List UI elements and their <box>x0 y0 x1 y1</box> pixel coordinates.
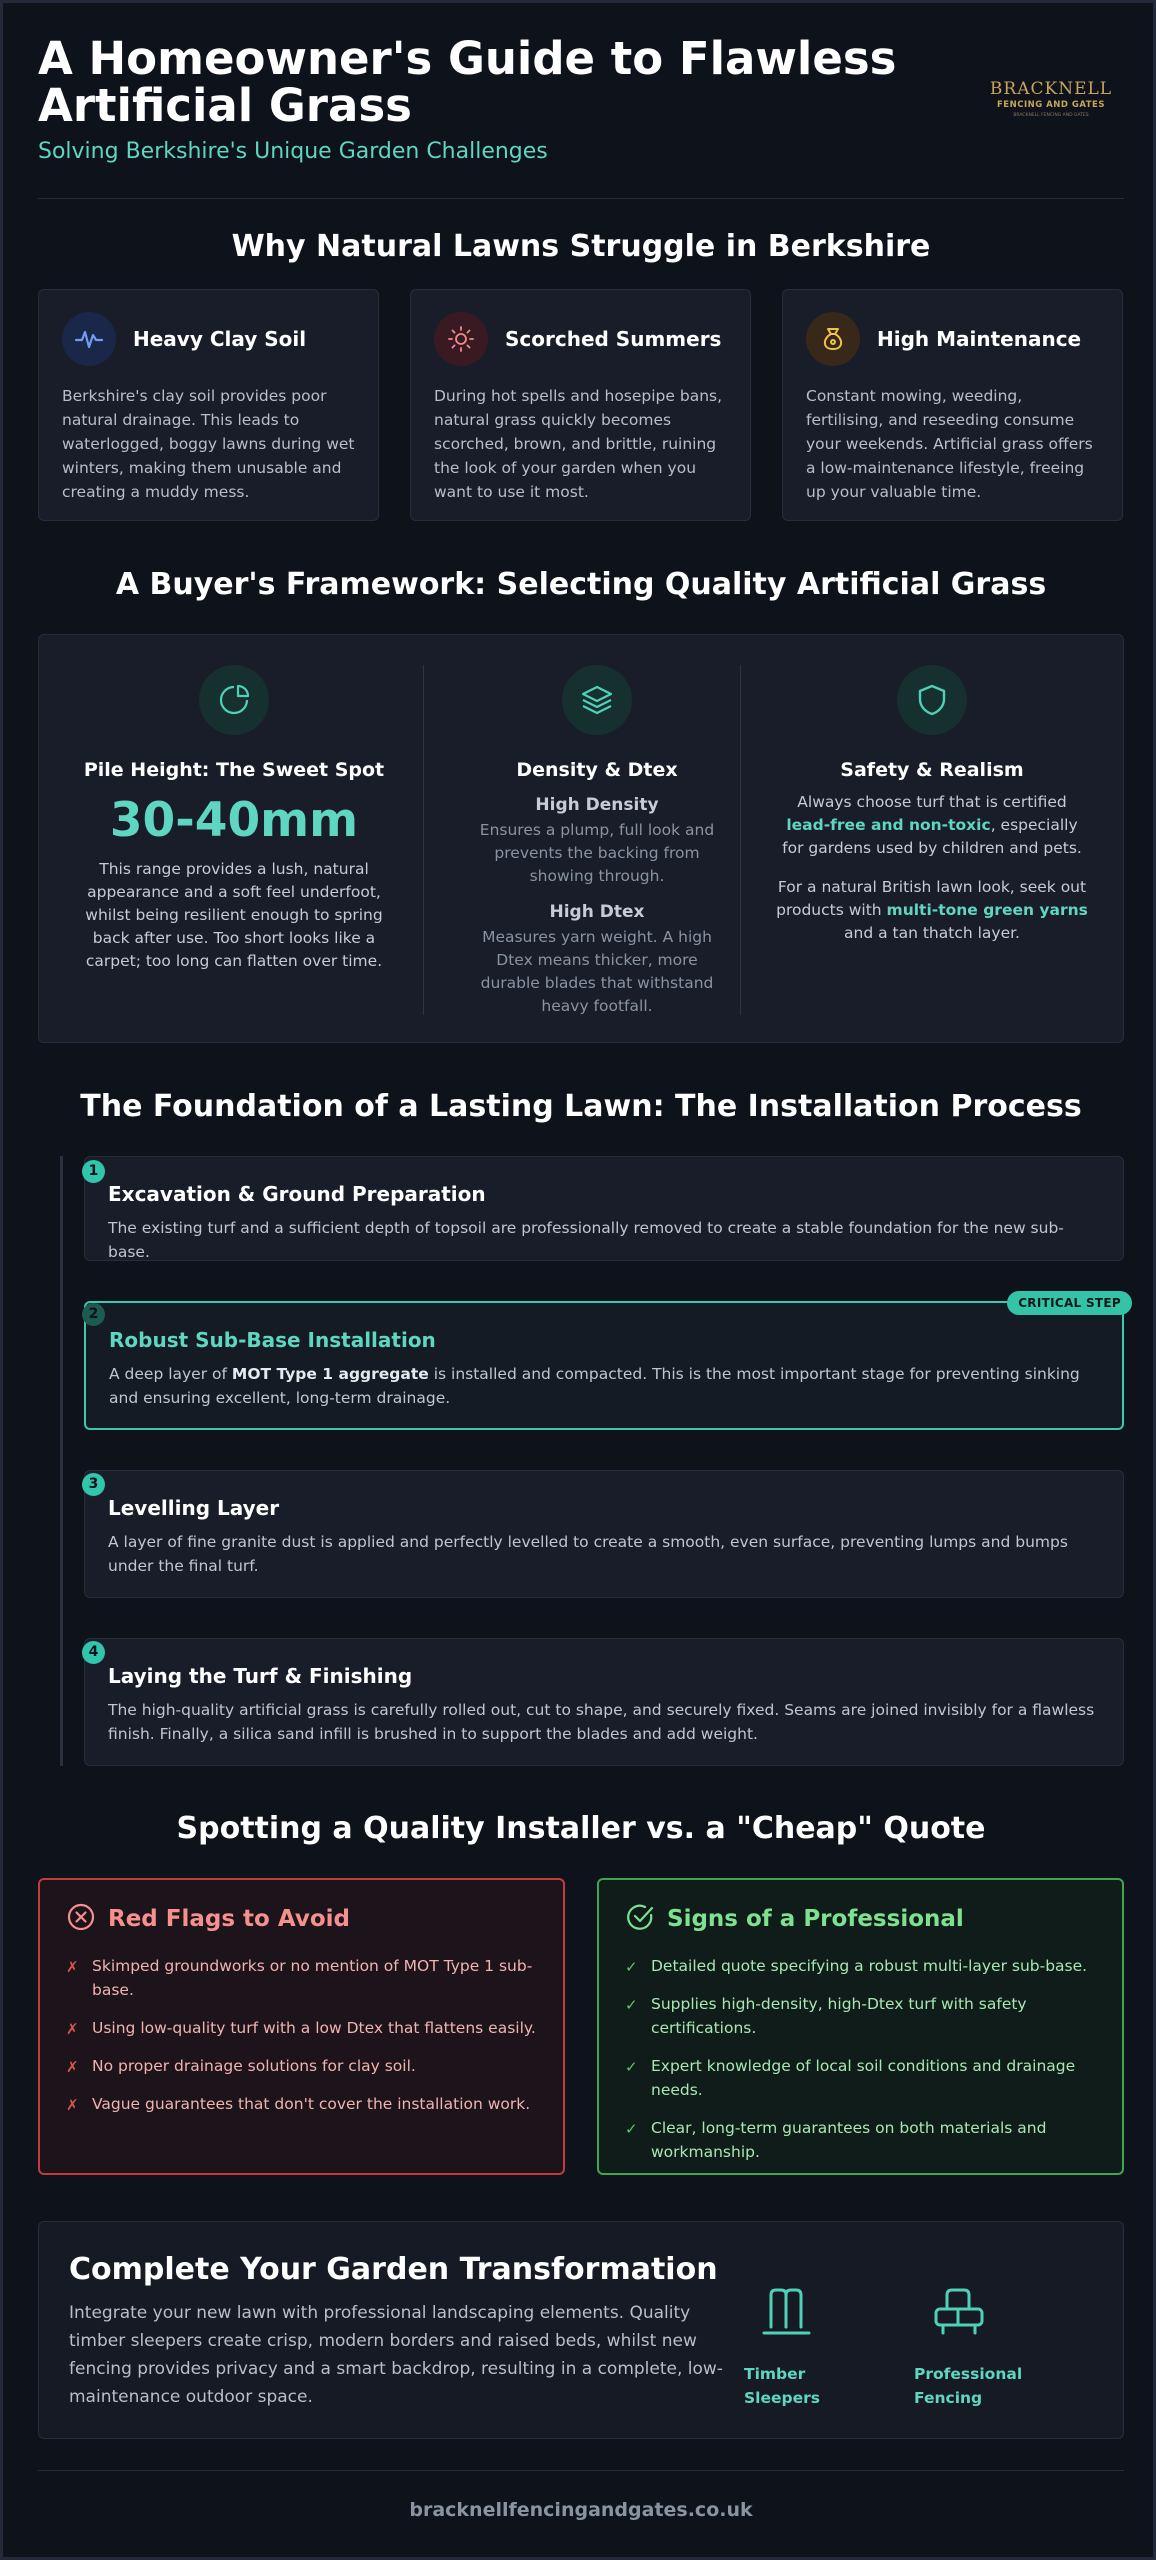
install-step-1 <box>84 1156 1124 1261</box>
list-item: ✗ Vague guarantees that don't cover the installation work. <box>66 2092 537 2116</box>
column-divider <box>423 665 424 1015</box>
problem-title: High Maintenance <box>877 327 1082 351</box>
list-item: ✓ Detailed quote specifying a robust multi-layer sub-base. <box>625 1954 1096 1978</box>
timeline-line <box>60 1156 63 1766</box>
list-item: ✓ Expert knowledge of local soil conditions and drainage needs. <box>625 2057 1076 2099</box>
cross-icon: ✗ <box>66 2020 79 2038</box>
problem-card-clay <box>38 289 379 521</box>
step-text: The high-quality artificial grass is carefully rolled out, cut to shape, and securely fixed. Seams are joined invisibly for a flawless finish. Finally, a silica sand infill is brushed in to support the blades and add weight. <box>108 1701 1095 1743</box>
problem-text: Constant mowing, weeding, fertilising, and reseeding consume your weekends. Artificial grass offers a low-maintenance lifestyle, freeing up your valuable time. <box>806 387 1093 501</box>
problem-text: Berkshire's clay soil provides poor natural drainage. This leads to waterlogged, boggy lawns during wet winters, making them unusable and creating a muddy mess. <box>62 387 355 501</box>
framework-pile-height <box>69 635 399 1044</box>
cross-icon: ✗ <box>66 1958 79 1976</box>
cta-panel <box>38 2221 1124 2439</box>
cta-item-label: Professional Fencing <box>914 2365 1023 2407</box>
list-item: ✗ Using low-quality turf with a low Dtex that flattens easily. <box>66 2016 537 2040</box>
fence-icon <box>914 2282 1004 2342</box>
step-text: A deep layer of MOT Type 1 aggregate is installed and compacted. This is the most important stage for preventing sinking and ensuring excellent, long-term drainage. <box>109 1365 1080 1407</box>
professional-signs-title: Signs of a Professional <box>667 1906 964 1932</box>
problem-card-maintenance <box>782 289 1123 521</box>
logo-line-2: FENCING AND GATES <box>996 100 1105 110</box>
section-heading-problems: Why Natural Lawns Struggle in Berkshire <box>231 229 931 264</box>
list-item: ✓ Clear, long-term guarantees on both materials and workmanship. <box>625 2119 1047 2161</box>
step-number-4: 4 <box>82 1641 105 1664</box>
problem-card-summers <box>410 289 751 521</box>
list-item: ✗ No proper drainage solutions for clay soil. <box>66 2054 537 2078</box>
cross-icon: ✗ <box>66 2096 79 2114</box>
page-title: A Homeowner's Guide to Flawless Artificial Grass <box>38 32 897 132</box>
section-heading-framework: A Buyer's Framework: Selecting Quality Artificial Grass <box>115 567 1047 602</box>
cross-icon: ✗ <box>66 2058 79 2076</box>
timber-sleepers-icon <box>744 2282 834 2342</box>
divider <box>38 2470 1124 2471</box>
logo-line-1: BRACKNELL <box>989 79 1113 99</box>
pie-chart-icon <box>199 665 269 735</box>
framework-title: Safety & Realism <box>840 759 1024 781</box>
density-text: Ensures a plump, full look and prevents the backing from showing through. <box>479 821 715 885</box>
framework-title: Density & Dtex <box>516 759 678 781</box>
cta-item-label: Timber Sleepers <box>744 2365 820 2407</box>
divider <box>38 198 1124 199</box>
column-divider <box>740 665 741 1015</box>
safety-text-2: For a natural British lawn look, seek out products with multi-tone green yarns and a tan thatch layer. <box>776 878 1088 942</box>
problem-text: During hot spells and hosepipe bans, natural grass quickly becomes scorched, brown, and brittle, ruining the look of your garden when you want to use it most. <box>434 387 723 501</box>
step-title: Excavation & Ground Preparation <box>108 1182 486 1206</box>
problem-title: Scorched Summers <box>505 327 722 351</box>
logo-line-3: BRACKNELL FENCING AND GATES <box>1013 113 1089 118</box>
check-icon: ✓ <box>625 2120 638 2138</box>
step-title: Laying the Turf & Finishing <box>108 1664 413 1688</box>
section-heading-installation: The Foundation of a Lasting Lawn: The Installation Process <box>80 1089 1082 1124</box>
step-text: A layer of fine granite dust is applied and perfectly levelled to create a smooth, even surface, preventing lumps and bumps under the final turf. <box>108 1533 1068 1575</box>
step-title: Levelling Layer <box>108 1496 280 1520</box>
problem-title: Heavy Clay Soil <box>133 327 307 351</box>
cta-title: Complete Your Garden Transformation <box>69 2252 718 2287</box>
header <box>38 32 1124 195</box>
framework-safety <box>767 635 1097 1044</box>
red-flags-title: Red Flags to Avoid <box>108 1906 350 1932</box>
step-number-1: 1 <box>82 1160 105 1183</box>
step-number-2: 2 <box>82 1303 105 1326</box>
list-item: ✗ Skimped groundworks or no mention of MOT Type 1 sub-base. <box>66 1957 533 1999</box>
critical-step-badge: CRITICAL STEP <box>1007 1291 1132 1315</box>
shield-icon <box>897 665 967 735</box>
cta-text: Integrate your new lawn with professional landscaping elements. Quality timber sleepers create crisp, modern borders and raised beds, whilst new fencing provides privacy and a smart backdrop, resulting in a complete, low-maintenance outdoor space. <box>69 2303 723 2407</box>
framework-panel <box>38 634 1124 1043</box>
red-flags-card <box>38 1878 565 2175</box>
professional-signs-card <box>597 1878 1124 2175</box>
page-subtitle: Solving Berkshire's Unique Garden Challenges <box>38 139 548 164</box>
safety-text-1: Always choose turf that is certified lead-free and non-toxic, especially for gardens used by children and pets. <box>782 793 1082 857</box>
pulse-icon <box>62 312 116 366</box>
check-icon: ✓ <box>625 1996 638 2014</box>
step-title: Robust Sub-Base Installation <box>109 1328 436 1352</box>
list-item: ✓ Supplies high-density, high-Dtex turf with safety certifications. <box>625 1995 1027 2037</box>
check-icon: ✓ <box>625 1958 638 1976</box>
brand-logo[interactable] <box>986 79 1116 118</box>
install-step-4 <box>84 1638 1124 1766</box>
cta-item-timber-sleepers[interactable] <box>744 2282 874 2410</box>
money-bag-icon <box>806 312 860 366</box>
professional-signs-list <box>625 1954 1096 2164</box>
footer-website-link[interactable]: bracknellfencingandgates.co.uk <box>409 2499 753 2521</box>
sun-icon <box>434 312 488 366</box>
dtex-subheading: High Dtex <box>549 902 645 922</box>
check-circle-icon <box>625 1902 655 1936</box>
x-circle-icon <box>66 1902 96 1936</box>
pile-height-value: 30-40mm <box>109 793 359 848</box>
install-step-2 <box>84 1296 1124 1430</box>
step-text: The existing turf and a sufficient depth of topsoil are professionally removed to create a stable foundation for the new sub-base. <box>108 1219 1064 1261</box>
section-heading-compare: Spotting a Quality Installer vs. a "Cheap" Quote <box>176 1811 986 1846</box>
framework-density <box>447 635 747 1044</box>
framework-text: This range provides a lush, natural appearance and a soft feel underfoot, whilst being resilient enough to spring back after use. Too short looks like a carpet; too long can flatten over time. <box>85 860 383 970</box>
check-icon: ✓ <box>625 2058 638 2076</box>
cta-item-fencing[interactable] <box>914 2282 1044 2410</box>
red-flags-list <box>66 1954 537 2116</box>
framework-title: Pile Height: The Sweet Spot <box>83 759 385 781</box>
step-number-3: 3 <box>82 1473 105 1496</box>
layers-icon <box>562 665 632 735</box>
install-step-3 <box>84 1470 1124 1598</box>
density-subheading: High Density <box>535 795 659 815</box>
dtex-text: Measures yarn weight. A high Dtex means thicker, more durable blades that withstand heavy footfall. <box>480 928 714 1015</box>
